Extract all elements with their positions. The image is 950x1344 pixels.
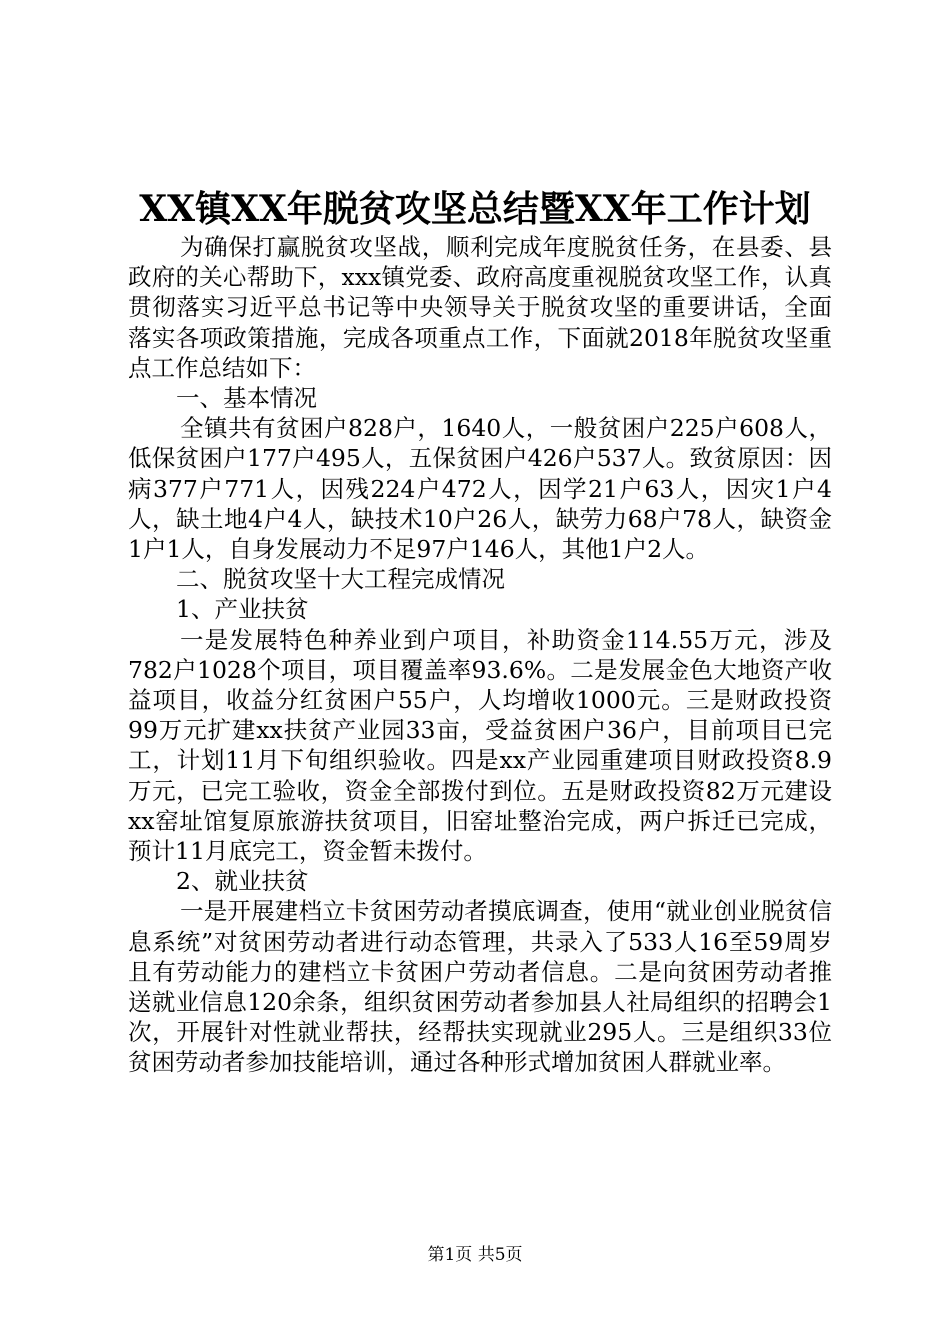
section-heading-basic-situation: 一、基本情况 [176, 384, 317, 413]
subsection-heading-employment: 2、就业扶贫 [176, 867, 309, 896]
document-title: XX镇XX年脱贫攻坚总结暨XX年工作计划 [139, 188, 811, 230]
employment-paragraph: 一是开展建档立卡贫困劳动者摸底调查，使用“就业创业脱贫信息系统”对贫困劳动者进行动态管理，共录入了533人16至59周岁且有劳动能力的建档立卡贫困户劳动者信息。二是向贫困劳动者推送就业信息120余条，组织贫困劳动者参加县人社局组织的招聘会1次，开展针对性就业帮扶，经帮扶实现就业295人。三是组织33位贫困劳动者参加技能培训，通过各种形式增加贫困人群就业率。 [128, 897, 832, 1077]
basic-situation-paragraph: 全镇共有贫困户828户，1640人，一般贫困户225户608人，低保贫困户177户495人，五保贫困户426户537人。致贫原因：因病377户771人，因残224户472人，因学21户63人，因灾1户4人，缺土地4户4人，缺技术10户26人，缺劳力68户78人，缺资金1户1人，自身发展动力不足97户146人，其他1户2人。 [128, 414, 832, 564]
intro-paragraph: 为确保打赢脱贫攻坚战，顺利完成年度脱贫任务，在县委、县政府的关心帮助下，xxx镇党委、政府高度重视脱贫攻坚工作，认真贯彻落实习近平总书记等中央领导关于脱贫攻坚的重要讲话，全面落实各项政策措施，完成各项重点工作，下面就2018年脱贫攻坚重点工作总结如下： [128, 233, 832, 382]
document-body [128, 232, 832, 1078]
section-heading-ten-projects: 二、脱贫攻坚十大工程完成情况 [176, 565, 505, 594]
industry-paragraph: 一是发展特色种养业到户项目，补助资金114.55万元，涉及782户1028个项目，项目覆盖率93.6%。二是发展金色大地资产收益项目，收益分红贫困户55户，人均增收1000元。三是财政投资99万元扩建xx扶贫产业园33亩，受益贫困户36户，目前项目已完工，计划11月下旬组织验收。四是xx产业园重建项目财政投资8.9万元，已完工验收，资金全部拨付到位。五是财政投资82万元建设xx窑址馆复原旅游扶贫项目，旧窑址整治完成，两户拆迁已完成，预计11月底完工，资金暂未拨付。 [128, 625, 832, 866]
page-footer: 第1页 共5页 [427, 1245, 523, 1265]
subsection-heading-industry: 1、产业扶贫 [176, 595, 309, 624]
